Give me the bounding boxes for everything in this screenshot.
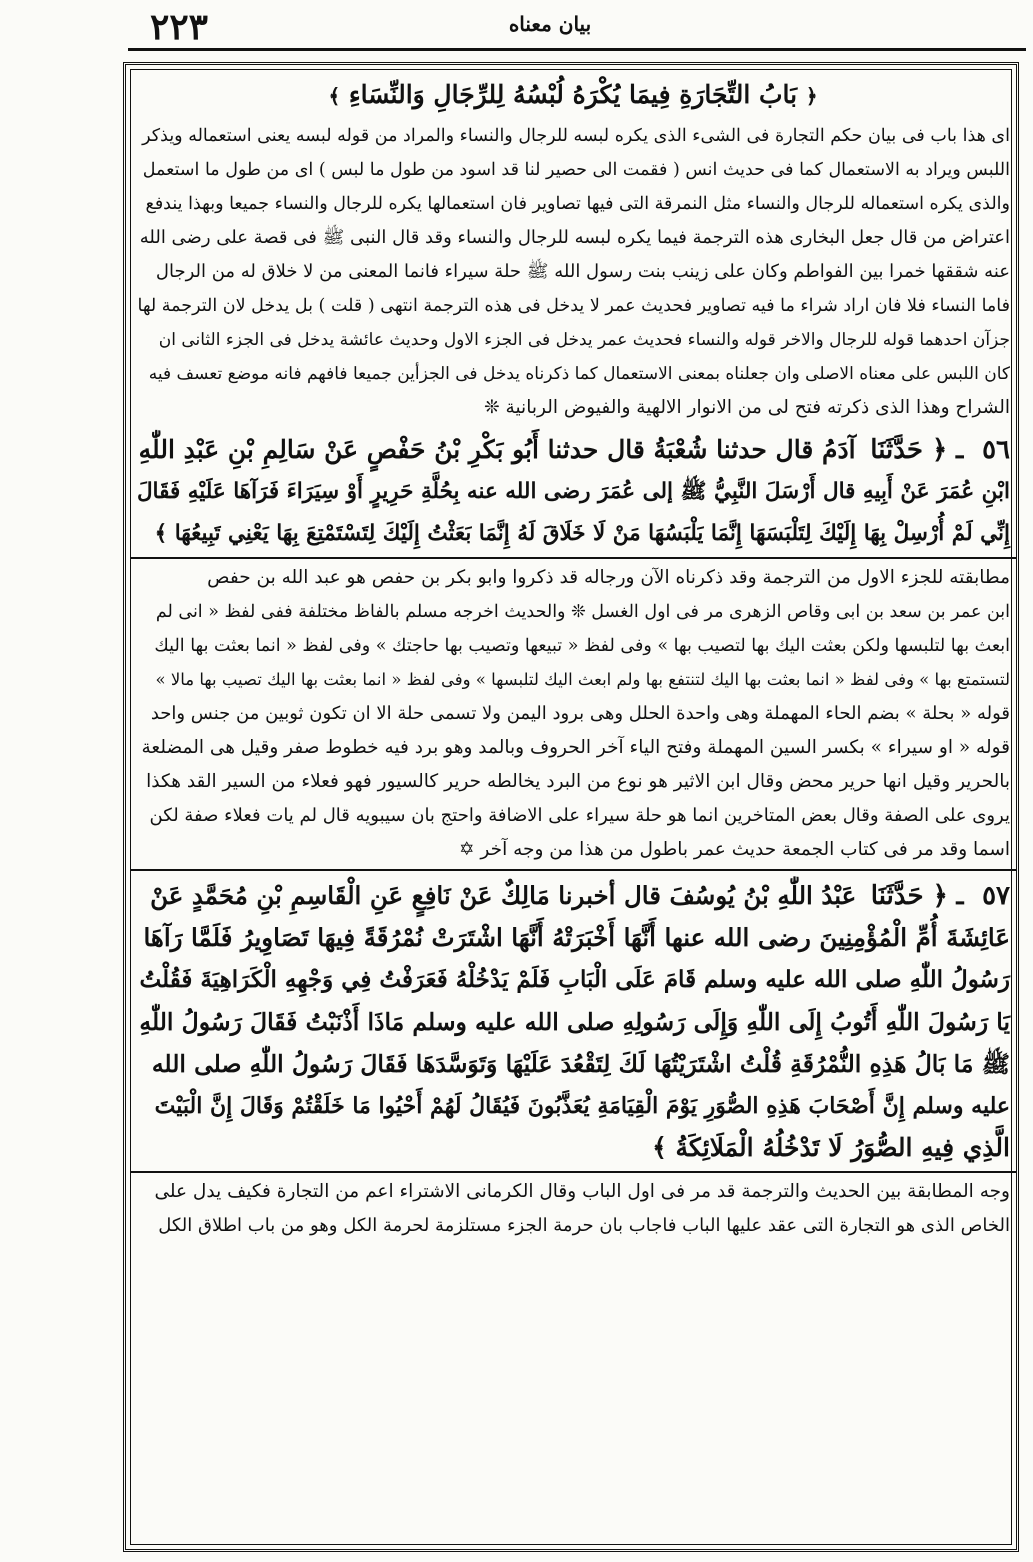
commentary-line: وجه المطابقة بين الحديث والترجمة قد مر فى اول الباب وقال الكرمانى الاشتراء اعم من التجارة فكيف يدل على (154, 1181, 1010, 1202)
commentary-line: اعتراض من قال جعل البخارى هذه الترجمة فيما يكره لبسه للرجال والنساء وقد قال النبى ﷺ فى قصة على رضى الله (139, 227, 1010, 248)
running-title: بیان معناه (508, 12, 592, 36)
commentary-line: فاما النساء فلا فان اراد شراء ما فيه تصاوير فحديث عمر لا يدخل فى هذه الترجمة انتهى ( قلت ) بل يدخل لان الترجمة لها (137, 296, 1010, 316)
hadith-line: الَّذِي فِيهِ الصُّوَرُ لَا تَدْخُلُهُ الْمَلَائِكَةُ ﴾ (652, 1133, 1010, 1162)
hadith-line: يَا رَسُولَ اللّٰهِ أَتُوبُ إِلَى اللّٰهِ وَإِلَى رَسُولِهِ صلى الله عليه وسلم مَاذَا أَذْنَبْتُ فَقَالَ رَسُولُ اللّٰهِ (139, 1008, 1010, 1036)
hadith-number: ٥٦ (982, 435, 1010, 465)
hadith-dash: ـ (956, 435, 964, 464)
commentary-line: ابن عمر بن سعد بن ابى وقاص الزهرى مر فى اول الغسل ❊ والحديث اخرجه مسلم بالفاظ مختلفة ففى لفظ « انى لم (155, 602, 1010, 622)
chapter-title-text: بَابُ التِّجَارَةِ فِيمَا يُكْرَهُ لُبْسُهُ لِلرِّجَالِ وَالنِّسَاءِ (348, 80, 798, 109)
hadith-dash: ـ (956, 881, 964, 910)
commentary-block-2 (136, 561, 1010, 867)
header-rule (128, 48, 1026, 51)
commentary-line: مطابقته للجزء الاول من الترجمة وقد ذكرناه الآن ورجاله قد ذكروا وابو بكر بن حفص هو عبد الله بن حفص (207, 567, 1010, 588)
hadith-line: عَائِشَةَ أُمِّ الْمُؤْمِنِينَ رضى الله عنها أَنَّهَا أَخْبَرَتْهُ أَنَّهَا اشْتَرَتْ نُمْرُقَةً فِيهَا تَصَاوِيرُ فَلَمَّا رَآهَا (143, 923, 1010, 952)
hadith-line: ابْنِ عُمَرَ عَنْ أَبِيهِ قال أَرْسَلَ النَّبِيُّ ﷺ إلى عُمَرَ رضى الله عنه بِحُلَّةِ حَرِيرٍ أَوْ سِيَرَاءَ فَرَآهَا عَلَيْهِ فَقَالَ (136, 479, 1010, 504)
hadith-line: ﷺ مَا بَالُ هَذِهِ النُّمْرُقَةِ قُلْتُ اشْتَرَيْتُهَا لَكَ لِتَقْعُدَ عَلَيْهَا وَتَوَسَّدَهَا فَقَالَ رَسُولُ اللّٰهِ صلى الله (151, 1050, 1010, 1078)
commentary-line: لتستمتع بها » وفى لفظ « انما بعثت بها اليك لتنتفع بها ولم ابعث اليك لتلبسها » وفى لفظ « انما بعثت بها اليك تصيب بها مالا » (155, 670, 1010, 689)
section-divider (130, 1171, 1016, 1173)
page-header (0, 0, 1033, 64)
commentary-line: يروى على الصفة وقال بعض المتاخرين انما هو حلة سيراء على الاضافة واحتج بان سيبويه قال لم يات فعلاء صفة لكن (149, 805, 1010, 826)
page-number: ٢٢٣ (150, 6, 209, 48)
commentary-line: الخاص الذى هو التجارة التى عقد عليها الباب فاجاب بان حرمة الجزء مستلزمة لحرمة الكل وهو من باب اطلاق الكل (158, 1215, 1010, 1236)
haddathana-word: ﴿ حَدَّثَنَا (870, 435, 948, 465)
chapter-ornament-close: ﴾ (328, 84, 341, 108)
commentary-line: والذى يكره استعماله للرجال والنساء مثل النمرقة التى فيها تصاوير فان استعمالها يكره للرجال والنساء جميعا وبهذا يندفع (145, 194, 1010, 214)
hadith-line: إِنِّي لَمْ أُرْسِلْ بِهَا إِلَيْكَ لِتَلْبَسَهَا إِنَّمَا يَلْبَسُهَا مَنْ لَا خَلَاقَ لَهُ إِنَّمَا بَعَثْتُ إِلَيْكَ لِتَسْتَمْتِعَ بِهَا يَعْنِي تَبِيعُهَا ﴾ (154, 521, 1010, 546)
page-content (136, 68, 1010, 1546)
hadith-57 (136, 875, 1010, 1169)
haddathana-word: ﴿ حَدَّثَنَا (870, 881, 948, 911)
commentary-line: كان اللبس على معناه الاصلى وان جعلناه بمعنى الاستعمال كما ذكرناه يدخل فى الجزأين جميعا فافهم فانه موضع تعسف فيه (148, 364, 1010, 384)
hadith-line: رَسُولُ اللّٰهِ صلى الله عليه وسلم قَامَ عَلَى الْبَابِ فَلَمْ يَدْخُلْهُ فَعَرَفْتُ فِي وَجْهِهِ الْكَرَاهِيَةَ فَقُلْتُ (139, 966, 1010, 993)
hadith-text: عَبْدُ اللّٰهِ بْنُ يُوسُفَ قال أخبرنا مَالِكٌ عَنْ نَافِعٍ عَنِ الْقَاسِمِ بْنِ مُحَمَّدٍ عَنْ (150, 881, 857, 910)
chapter-title (136, 80, 1010, 109)
hadith-line: عليه وسلم إِنَّ أَصْحَابَ هَذِهِ الصُّوَرِ يَوْمَ الْقِيَامَةِ يُعَذَّبُونَ فَيُقَالُ لَهُمْ أَحْيُوا مَا خَلَقْتُمْ وَقَالَ إِنَّ الْبَيْتَ (154, 1093, 1010, 1119)
hadith-number: ٥٧ (982, 881, 1010, 911)
commentary-line: اللبس ويراد به الاستعمال كما فى حديث انس ( فقمت الى حصير لنا قد اسود من طول ما لبس ) اى من طول ما استعمل (142, 160, 1010, 180)
commentary-line: جزآن احدهما قوله للرجال والاخر قوله والنساء فحديث عمر يدخل فى الجزء الاول وحديث عائشة يدخل فى الجزء الثانى ان (158, 330, 1010, 350)
section-divider (130, 869, 1016, 871)
chapter-ornament-open: ﴿ (805, 84, 818, 108)
commentary-line: بالحرير وقيل انها حرير محض وقال ابن الاثير هو نوع من البرد يخالطه حرير كالسيور فهو فعلاء من السير القد هكذا (146, 771, 1010, 792)
section-divider (130, 557, 1016, 559)
hadith-text: آدَمُ قال حدثنا شُعْبَةُ قال حدثنا أَبُو بَكْرِ بْنُ حَفْصٍ عَنْ سَالِمِ بْنِ عَبْدِ اللّٰهِ (138, 435, 856, 464)
commentary-line: قوله « او سيراء » بكسر السين المهملة وفتح الياء آخر الحروف وبالمد وهو برد فيه خطوط صفر وقيل هى المضلعة (141, 737, 1010, 758)
hadith-56 (136, 429, 1010, 555)
hadith-line (136, 429, 1010, 471)
commentary-block-3 (136, 1175, 1010, 1243)
hadith-line (136, 875, 1010, 917)
commentary-line: ابعث بها لتلبسها ولكن بعثت اليك بها لتصيب بها » وفى لفظ « تبيعها وتصيب بها حاجتك » وفى لفظ « انما بعثت بها اليك (154, 636, 1010, 656)
commentary-line: الشراح وهذا الذى ذكرته فتح لى من الانوار الالهية والفيوض الربانية ❊ (484, 397, 1010, 418)
commentary-line: اسما وقد مر فى كتاب الجمعة حديث عمر باطول من هذا من وجه آخر ✡ (459, 839, 1010, 860)
commentary-line: اى هذا باب فى بيان حكم التجارة فى الشىء الذى يكره لبسه للرجال والنساء والمراد من قوله لبسه يعنى استعماله ويذكر (142, 126, 1010, 146)
commentary-block-1 (136, 119, 1010, 425)
commentary-line: قوله « بحلة » بضم الحاء المهملة وهى واحدة الحلل وهى برود اليمن ولا تسمى حلة الا ان تكون ثوبين من جنس واحد (150, 703, 1010, 724)
commentary-line: عنه شققها خمرا بين الفواطم وكان على زينب بنت رسول الله ﷺ حلة سيراء فانما المعنى من لا خلاق له من الرجال (155, 261, 1010, 282)
